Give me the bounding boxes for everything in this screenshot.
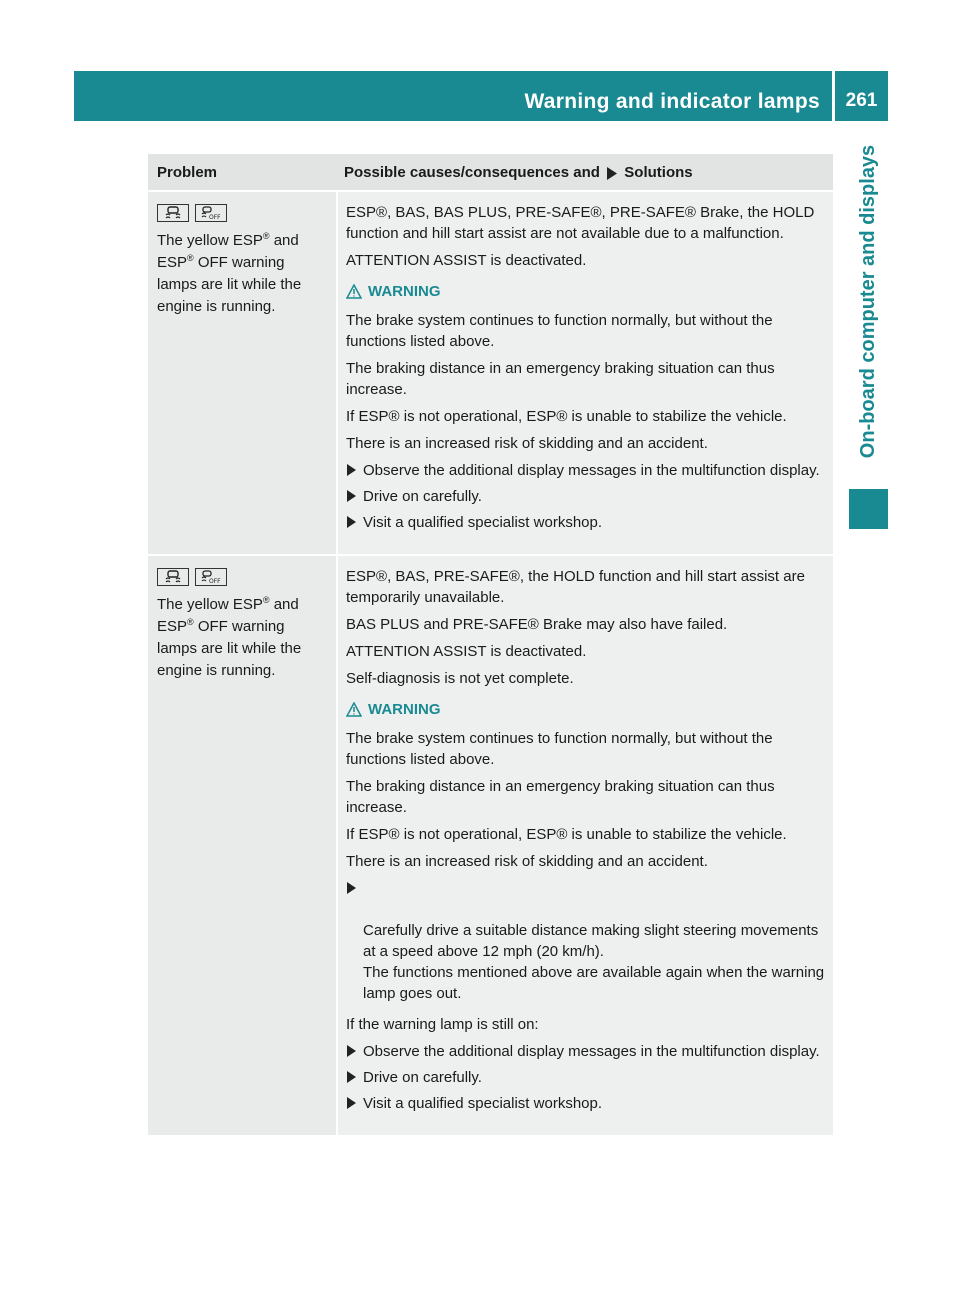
- cause-paragraph: ATTENTION ASSIST is deactivated.: [346, 643, 587, 660]
- arrow-bullet-icon: [346, 1045, 357, 1057]
- warning-paragraph: If ESP® is not operational, ESP® is unable to stabilize the vehicle.: [346, 408, 787, 425]
- solution-step: Drive on carefully.: [346, 1067, 827, 1088]
- section-tab-label: On-board computer and displays: [857, 144, 880, 458]
- page-number: 261: [845, 90, 878, 111]
- cause-paragraph: BAS PLUS and PRE-SAFE® Brake may also have failed.: [346, 616, 728, 633]
- solution-step: Carefully drive a suitable distance making slight steering movements at a speed above 12 mph (20 km/h). The functions mentioned above are available again when the warning lamp goes out.: [346, 878, 827, 1004]
- warning-paragraph: There is an increased risk of skidding and an accident.: [346, 853, 708, 870]
- svg-text:OFF: OFF: [209, 578, 221, 584]
- warning-heading: WARNING: [346, 281, 827, 302]
- solution-step: Visit a qualified specialist workshop.: [346, 512, 827, 533]
- table-row: [148, 190, 833, 554]
- column-header-problem: Problem: [157, 164, 218, 181]
- solution-step: Drive on carefully.: [346, 486, 827, 507]
- warning-paragraph: The braking distance in an emergency braking situation can thus increase.: [346, 778, 775, 816]
- warning-paragraph: The braking distance in an emergency braking situation can thus increase.: [346, 360, 775, 398]
- warning-triangle-icon: [346, 284, 362, 299]
- warning-lamp-table: [148, 154, 833, 1135]
- page-header-bar: [74, 71, 832, 121]
- table-row: [148, 554, 833, 1135]
- arrow-bullet-icon: [346, 1097, 357, 1109]
- svg-text:OFF: OFF: [209, 214, 221, 220]
- table-header: [148, 154, 833, 190]
- solution-step: Observe the additional display messages in the multifunction display.: [346, 1041, 827, 1062]
- warning-paragraph: The brake system continues to function normally, but without the functions listed above.: [346, 730, 773, 768]
- arrow-bullet-icon: [346, 882, 357, 894]
- cause-paragraph: Self-diagnosis is not yet complete.: [346, 670, 574, 687]
- section-tab-label-wrap: [849, 121, 888, 481]
- lamp-icons: [157, 204, 328, 222]
- solution-step: Observe the additional display messages in the multifunction display.: [346, 460, 827, 481]
- warning-heading: WARNING: [346, 699, 827, 720]
- arrow-bullet-icon: [346, 464, 357, 476]
- solution-cell: [336, 556, 833, 1135]
- column-header-causes: Possible causes/consequences and: [344, 164, 600, 181]
- esp-off-warning-lamp-icon: [195, 204, 227, 222]
- arrow-right-icon: [606, 167, 618, 180]
- esp-off-warning-lamp-icon: [195, 568, 227, 586]
- column-header-solutions: [336, 154, 833, 190]
- warning-triangle-icon: [346, 702, 362, 717]
- arrow-bullet-icon: [346, 490, 357, 502]
- page-number-box: [835, 71, 888, 121]
- section-tab-marker: [849, 489, 888, 529]
- page-header-title: Warning and indicator lamps: [524, 90, 820, 113]
- solution-step: Visit a qualified specialist workshop.: [346, 1093, 827, 1114]
- solution-cell: [336, 192, 833, 554]
- warning-paragraph: There is an increased risk of skidding and an accident.: [346, 435, 708, 452]
- esp-warning-lamp-icon: [157, 568, 189, 586]
- arrow-bullet-icon: [346, 516, 357, 528]
- lamp-icons: [157, 568, 328, 586]
- arrow-bullet-icon: [346, 1071, 357, 1083]
- problem-cell: [148, 556, 336, 1135]
- problem-cell: [148, 192, 336, 554]
- esp-warning-lamp-icon: [157, 204, 189, 222]
- warning-paragraph: The brake system continues to function normally, but without the functions listed above.: [346, 312, 773, 350]
- column-header-solutions-label: Solutions: [624, 164, 693, 181]
- problem-description: The yellow ESP® and ESP® OFF warning lamps are lit while the engine is running.: [157, 595, 302, 679]
- cause-paragraph: ATTENTION ASSIST is deactivated.: [346, 252, 587, 269]
- condition-paragraph: If the warning lamp is still on:: [346, 1016, 539, 1033]
- cause-paragraph: ESP®, BAS, PRE-SAFE®, the HOLD function and hill start assist are temporarily unavailable.: [346, 568, 805, 606]
- problem-description: The yellow ESP® and ESP® OFF warning lamps are lit while the engine is running.: [157, 231, 302, 315]
- cause-paragraph: ESP®, BAS, BAS PLUS, PRE-SAFE®, PRE-SAFE® Brake, the HOLD function and hill start assist are not available due to a malfunction.: [346, 204, 815, 242]
- warning-paragraph: If ESP® is not operational, ESP® is unable to stabilize the vehicle.: [346, 826, 787, 843]
